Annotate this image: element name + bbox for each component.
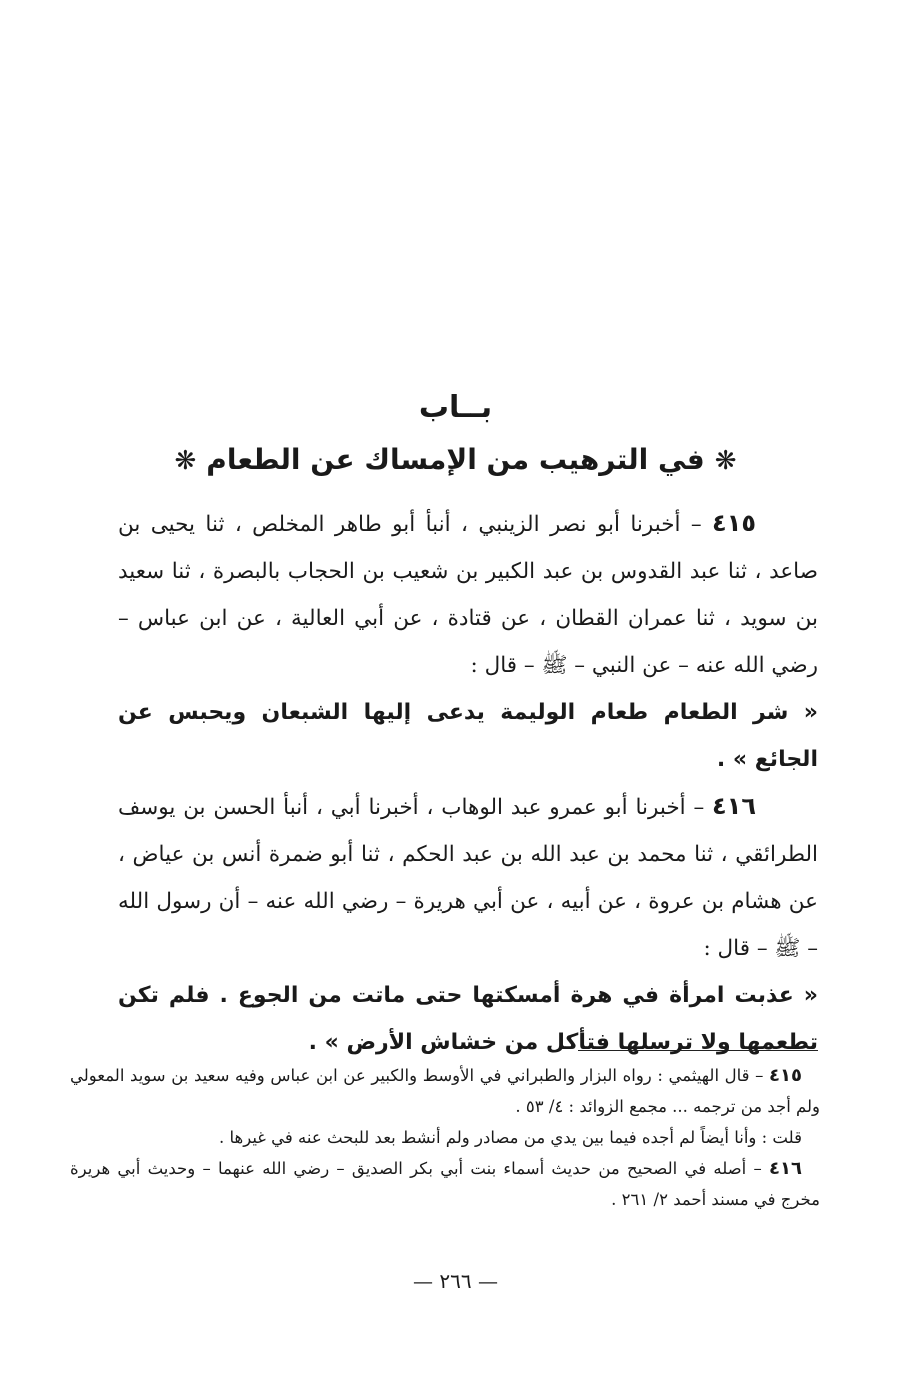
- hadith-matn: « عذبت امرأة في هرة أمسكتها حتى ماتت من الجوع . فلم تكن تطعمها ولا ترسلها فتأكل من خشاش الأرض » .: [118, 983, 818, 1055]
- footnote-number: ٤١٦: [769, 1158, 802, 1179]
- chapter-title: في الترهيب من الإمساك عن الطعام: [206, 443, 705, 476]
- star-ornament-icon: ❋: [174, 446, 197, 476]
- footnote-text: – قال الهيثمي : رواه البزار والطبراني في الأوسط والكبير عن ابن عباس وفيه سعيد بن سويد المعولي ولم أجد من ترجمه ... مجمع الزوائد : ٤/ ٥٣ .: [70, 1066, 820, 1116]
- hadith-isnad: – أخبرنا أبو عمرو عبد الوهاب ، أخبرنا أبي ، أنبأ الحسن بن يوسف الطرائقي ، ثنا محمد بن عبد الله بن عبد الحكم ، ثنا أبو ضمرة أنس بن عياض ، عن هشام بن عروة ، عن أبيه ، عن أبي هريرة – رضي الله عنه – أن رسول الله – ﷺ – قال :: [118, 795, 818, 961]
- chapter-title-line: [0, 436, 911, 485]
- hadith-415: [118, 500, 818, 783]
- main-text: [118, 500, 818, 1066]
- hadith-matn: « شر الطعام طعام الوليمة يدعى إليها الشبعان ويحبس عن الجائع » .: [118, 700, 818, 772]
- footnote-text: قلت : وأنا أيضاً لم أجده فيما بين يدي من مصادر ولم أنشط بعد للبحث عنه في غيرها .: [219, 1128, 802, 1147]
- footnote-416: [70, 1153, 820, 1215]
- footnote-number: ٤١٥: [769, 1065, 803, 1086]
- hadith-number: ٤١٦: [712, 792, 756, 820]
- hadith-416: [118, 783, 818, 1066]
- footnote-415: [70, 1060, 820, 1122]
- hadith-isnad: – أخبرنا أبو نصر الزينبي ، أنبأ أبو طاهر المخلص ، ثنا يحيى بن صاعد ، ثنا عبد القدوس بن عبد الكبير بن شعيب بن الحجاب بالبصرة ، ثنا سعيد بن سويد ، ثنا عمران القطان ، عن قتادة ، عن أبي العالية ، عن ابن عباس – رضي الله عنه – عن النبي – ﷺ – قال :: [118, 512, 818, 678]
- page-number: — ٢٦٦ —: [413, 1269, 498, 1293]
- star-ornament-icon: ❋: [714, 446, 737, 476]
- hadith-number: ٤١٥: [712, 509, 756, 537]
- footnote-note: [70, 1122, 820, 1153]
- footnote-separator: [578, 1050, 818, 1051]
- footnotes: [70, 1060, 820, 1215]
- chapter-heading: بــاب: [418, 390, 493, 425]
- footnote-text: – أصله في الصحيح من حديث أسماء بنت أبي بكر الصديق – رضي الله عنهما – وحديث أبي هريرة مخرج في مسند أحمد ٢/ ٢٦١ .: [70, 1159, 820, 1209]
